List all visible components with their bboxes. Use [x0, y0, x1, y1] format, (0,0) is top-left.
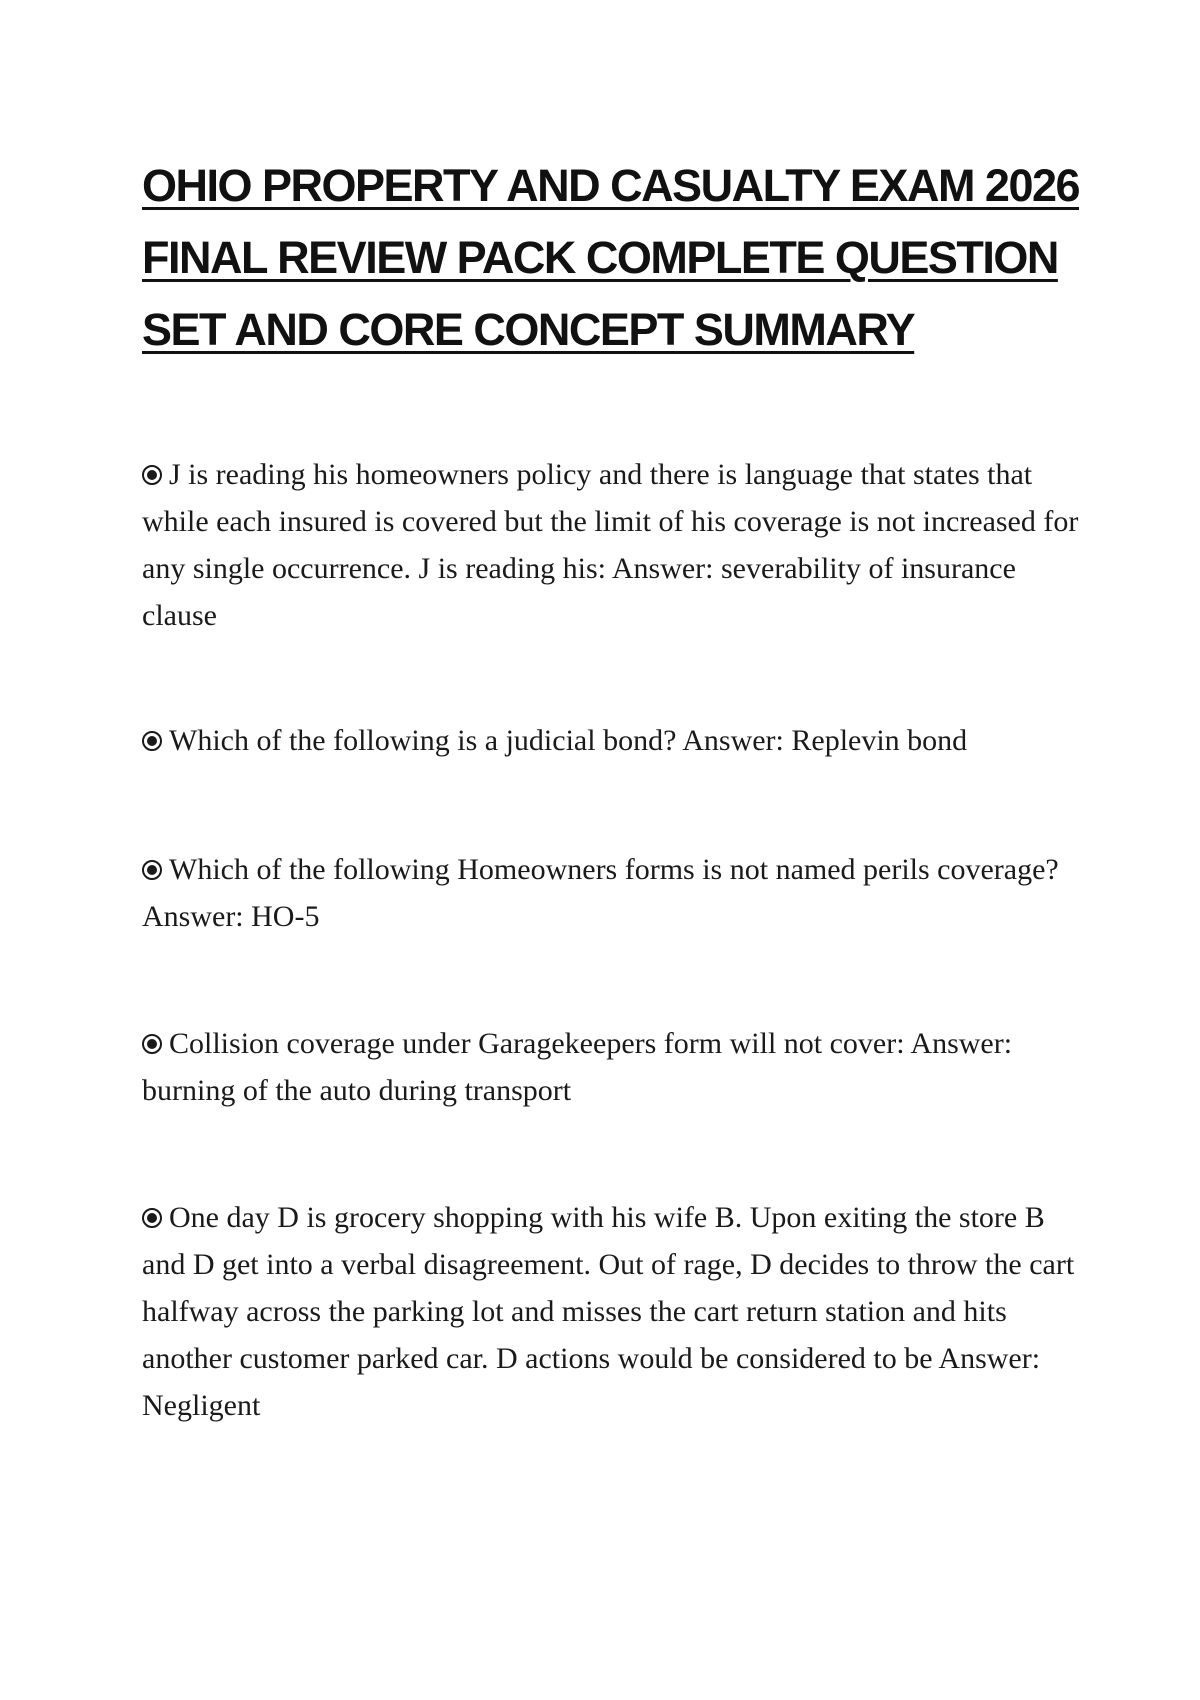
title-line: SET AND CORE CONCEPT SUMMARY [142, 304, 915, 355]
question-item [142, 717, 1082, 764]
question-text: Collision coverage under Garagekeepers form will not cover: Answer: burning of the auto during transport [142, 1027, 1013, 1107]
title-line: OHIO PROPERTY AND CASUALTY EXAM 2026 [142, 160, 1080, 211]
question-item [142, 451, 1082, 639]
question-text: Which of the following Homeowners forms is not named perils coverage? Answer: HO-5 [142, 853, 1059, 933]
radio-bullet-icon [142, 1208, 162, 1228]
radio-bullet-icon [142, 731, 162, 751]
question-item [142, 1194, 1082, 1429]
question-item [142, 846, 1082, 940]
title-line: FINAL REVIEW PACK COMPLETE QUESTION [142, 232, 1058, 283]
page-title [142, 150, 1082, 366]
question-text: Which of the following is a judicial bond? Answer: Replevin bond [169, 724, 968, 757]
question-text: One day D is grocery shopping with his wife B. Upon exiting the store B and D get into a verbal disagreement. Out of rage, D decides to throw the cart halfway across the parking lot and misses the cart return station and hits another customer parked car. D actions would be considered to be Answer: Negligent [142, 1201, 1075, 1422]
question-item [142, 1020, 1082, 1114]
radio-bullet-icon [142, 860, 162, 880]
radio-bullet-icon [142, 465, 162, 485]
radio-bullet-icon [142, 1034, 162, 1054]
question-text: J is reading his homeowners policy and there is language that states that while each insured is covered but the limit of his coverage is not increased for any single occurrence. J is reading his: Answer: severability of insurance clause [142, 458, 1079, 632]
